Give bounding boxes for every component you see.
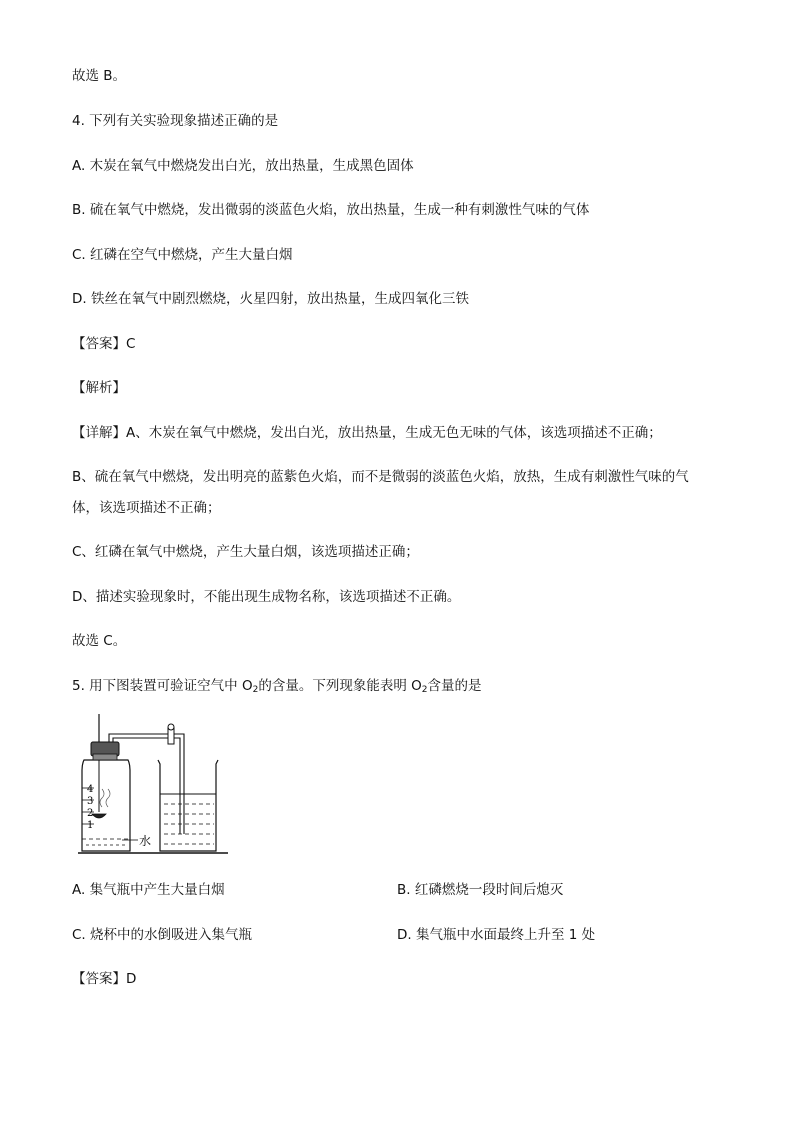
q5-stem-part2: 的含量。下列现象能表明 O — [258, 678, 422, 694]
scale-mark-1: 1 — [87, 820, 94, 831]
connecting-tube — [109, 734, 184, 834]
prev-conclusion: 故选 B。 — [72, 68, 127, 84]
q5-stem-sub2: 2 — [421, 685, 428, 695]
q4-option-c: C. 红磷在空气中燃烧，产生大量白烟 — [72, 247, 293, 263]
q5-answer — [72, 969, 136, 989]
q4-detail-5: D、描述实验现象时，不能出现生成物名称，该选项描述不正确。 — [72, 589, 461, 605]
scale-mark-3: 3 — [87, 796, 94, 807]
q5-option-a: A. 集气瓶中产生大量白烟 — [72, 882, 225, 898]
q5-stem-part1: 5. 用下图装置可验证空气中 O — [72, 678, 253, 694]
scale-mark-4: 4 — [87, 784, 94, 795]
q5-option-b: B. 红磷燃烧一段时间后熄灭 — [397, 882, 564, 898]
q5-stem-sub1: 2 — [252, 685, 259, 695]
q4-answer-value: C — [126, 336, 136, 352]
experiment-apparatus-figure — [72, 712, 232, 857]
q5-option-d: D. 集气瓶中水面最终上升至 1 处 — [397, 927, 596, 943]
q4-option-a: A. 木炭在氧气中燃烧发出白光，放出热量，生成黑色固体 — [72, 158, 414, 174]
q4-answer — [72, 334, 135, 354]
q5-stem-part3: 含量的是 — [427, 678, 482, 694]
q4-conclusion: 故选 C。 — [72, 633, 127, 649]
q4-detail-3: 体，该选项描述不正确； — [72, 500, 221, 516]
beaker — [158, 760, 218, 851]
q5-option-c: C. 烧杯中的水倒吸进入集气瓶 — [72, 927, 253, 943]
smoke — [100, 789, 104, 807]
q4-analysis-label: 【解析】 — [72, 380, 126, 396]
scale-mark-2: 2 — [87, 808, 94, 819]
q4-option-b: B. 硫在氧气中燃烧，发出微弱的淡蓝色火焰，放出热量，生成一种有刺激性气味的气体 — [72, 202, 590, 218]
q4-detail-2: B、硫在氧气中燃烧，发出明亮的蓝紫色火焰，而不是微弱的淡蓝色火焰，放热，生成有刺激性气味的气 — [72, 469, 689, 485]
q4-answer-label: 【答案】 — [72, 336, 126, 352]
q5-answer-label: 【答案】 — [72, 971, 126, 987]
q4-stem: 4. 下列有关实验现象描述正确的是 — [72, 113, 279, 129]
combustion-spoon — [92, 814, 106, 818]
beaker-water — [160, 794, 216, 844]
water-label: 水 — [139, 834, 152, 848]
q4-option-d: D. 铁丝在氧气中剧烈燃烧，火星四射，放出热量，生成四氧化三铁 — [72, 291, 469, 307]
q4-detail-4: C、红磷在氧气中燃烧，产生大量白烟，该选项描述正确； — [72, 544, 419, 560]
q4-detail-1: 【详解】A、木炭在氧气中燃烧，发出白光，放出热量，生成无色无味的气体，该选项描述不正确； — [72, 425, 662, 441]
q5-stem — [72, 676, 481, 700]
q5-answer-value: D — [126, 971, 137, 987]
